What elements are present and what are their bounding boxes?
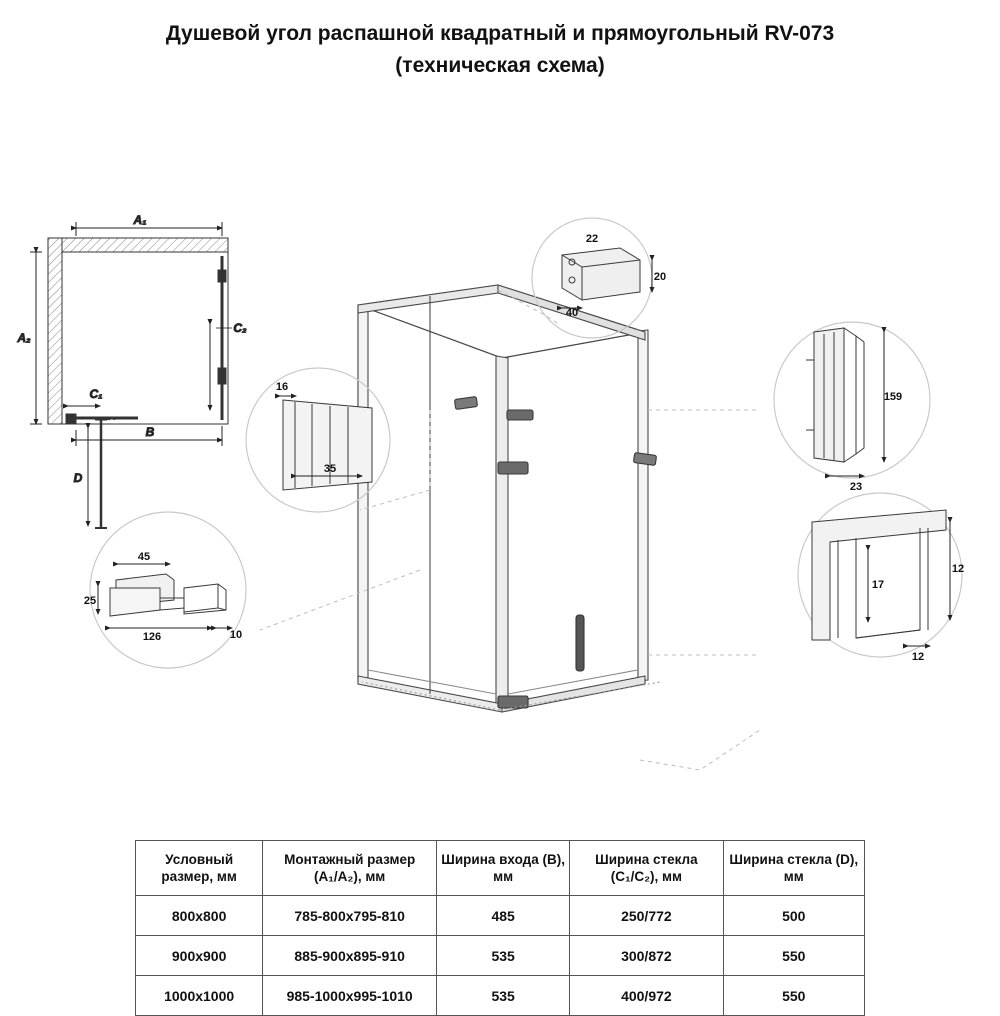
plan-view: [16, 213, 247, 528]
table-header-row: [136, 841, 865, 896]
cell-glass-d: 550: [723, 936, 864, 976]
bottom-profile-side-label: 12: [911, 651, 925, 663]
shower-enclosure-schematic: [0, 110, 1000, 830]
page-title-line1: Душевой угол распашной квадратный и прямоугольный RV-073: [165, 22, 835, 45]
bottom-profile-outer-label: 12: [951, 563, 965, 575]
wall-profile-width-label: 16: [275, 381, 289, 393]
table-row: [136, 976, 865, 1016]
cell-glass-c: 250/772: [570, 896, 723, 936]
bracket-height-label: 25: [83, 595, 97, 607]
table-header-glass-d: Ширина стекла (D), мм: [723, 841, 864, 896]
plan-label-d: D: [73, 471, 83, 485]
plan-label-c2: C₂: [233, 321, 247, 335]
plan-label-a2: A₂: [17, 331, 31, 345]
handle-block-depth-label: 22: [585, 233, 599, 245]
bracket-thickness-label: 10: [229, 629, 243, 641]
bracket-top-label: 45: [137, 551, 151, 563]
table-header-mounting: Монтажный размер (A₁/A₂), мм: [263, 841, 437, 896]
cell-mounting: 785-800x795-810: [263, 896, 437, 936]
page-title: [0, 18, 1000, 82]
cell-entrance: 485: [437, 896, 570, 936]
cell-mounting: 885-900x895-910: [263, 936, 437, 976]
cell-glass-c: 300/872: [570, 936, 723, 976]
table-row: [136, 896, 865, 936]
wall-profile-depth-label: 35: [323, 463, 337, 475]
table-row: [136, 936, 865, 976]
cell-size: 900x900: [136, 936, 263, 976]
plan-label-a1: A₁: [133, 213, 147, 227]
bottom-profile-inner-label: 17: [871, 579, 885, 591]
cell-size: 1000x1000: [136, 976, 263, 1016]
callout-bracket-detail: [84, 512, 246, 668]
callout-bottom-profile: [798, 493, 964, 663]
cell-glass-d: 550: [723, 976, 864, 1016]
cell-entrance: 535: [437, 936, 570, 976]
cell-size: 800x800: [136, 896, 263, 936]
cell-glass-c: 400/972: [570, 976, 723, 1016]
hinge-height-label: 159: [883, 391, 903, 403]
specifications-table: [135, 840, 865, 1016]
cell-glass-d: 500: [723, 896, 864, 936]
plan-label-c1: C₁: [89, 387, 103, 401]
page-title-line2: (техническая схема): [395, 54, 605, 77]
table-header-entrance: Ширина входа (B), мм: [437, 841, 570, 896]
table-header-size: Условный размер, мм: [136, 841, 263, 896]
cell-mounting: 985-1000x995-1010: [263, 976, 437, 1016]
bracket-length-label: 126: [142, 631, 162, 643]
enclosure-3d-view: [358, 285, 660, 712]
cell-entrance: 535: [437, 976, 570, 1016]
table-header-glass-c: Ширина стекла (C₁/C₂), мм: [570, 841, 723, 896]
handle-block-width-label: 40: [565, 307, 579, 319]
handle-block-height-label: 20: [653, 271, 667, 283]
hinge-width-label: 23: [849, 481, 863, 493]
plan-label-b: B: [145, 425, 155, 439]
callout-hinge-detail: [774, 322, 930, 493]
